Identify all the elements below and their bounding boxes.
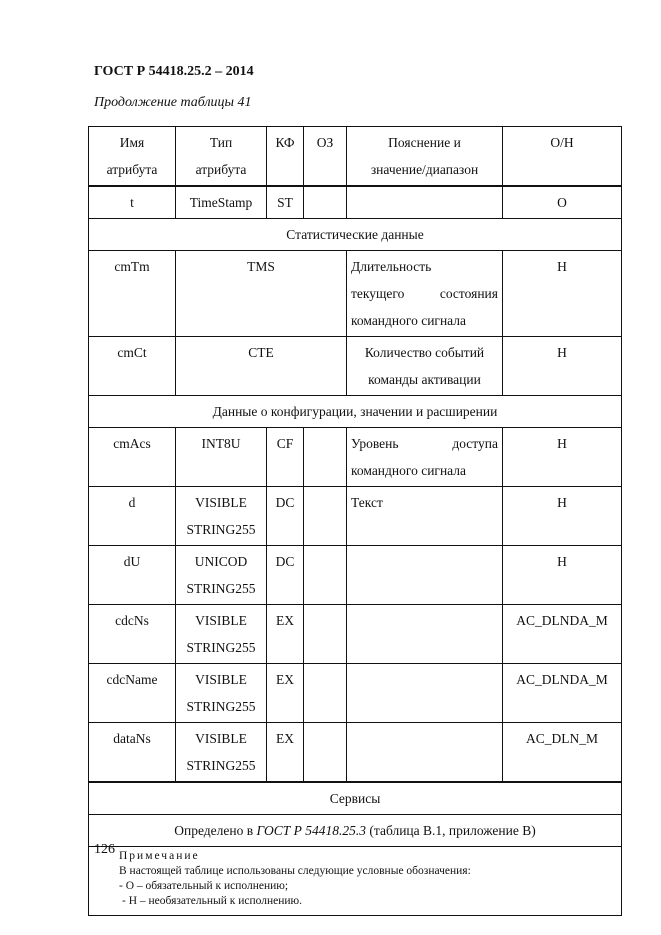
cell-name: t [89,186,176,219]
cell-fc: EX [267,664,304,723]
cell-description [347,546,503,605]
table-row [89,546,622,605]
cell-trg [304,723,347,783]
cell-type: INT8U [176,428,267,487]
table-row [89,605,622,664]
cell-type: TimeStamp [176,186,267,219]
note-line: - Н – необязательный к исполнению. [122,895,302,907]
table-row [89,251,622,337]
cell-type: VISIBLE STRING255 [176,605,267,664]
section-title: Данные о конфигурации, значении и расширении [89,396,622,428]
cell-fc: CF [267,428,304,487]
cell-mo: Н [503,546,622,605]
defined-in-text: Определено в ГОСТ Р 54418.25.3 (таблица В.1, приложение В) [89,815,622,847]
page-number: 126 [94,842,115,857]
cell-mo: Н [503,487,622,546]
cell-fc: DC [267,546,304,605]
defined-in-row [89,815,622,847]
cell-description: Текст [347,487,503,546]
cell-mo: AC_DLN_M [503,723,622,783]
cell-name: cdcName [89,664,176,723]
cell-type: UNICOD STRING255 [176,546,267,605]
cell-name: dU [89,546,176,605]
cell-trg [304,605,347,664]
cell-type: CTE [176,337,347,396]
section-row-statistics [89,219,622,251]
attributes-table [88,126,622,916]
cell-name: cdcNs [89,605,176,664]
cell-mo: О [503,186,622,219]
cell-description [347,186,503,219]
cell-trg [304,487,347,546]
note-title: Примечание [119,850,200,862]
cell-name: dataNs [89,723,176,783]
cell-mo: Н [503,251,622,337]
cell-mo: AC_DLNDA_M [503,605,622,664]
note-row [89,847,622,916]
cell-trg [304,428,347,487]
cell-mo: Н [503,337,622,396]
section-title: Сервисы [89,782,622,815]
cell-name: cmTm [89,251,176,337]
note-line: В настоящей таблице использованы следующие условные обозначения: [119,865,471,877]
table-row [89,487,622,546]
section-row-configuration [89,396,622,428]
section-title: Статистические данные [89,219,622,251]
note-cell [89,847,622,916]
table-row [89,186,622,219]
header-name: Имя атрибута [89,127,176,187]
table-row [89,664,622,723]
cell-trg [304,664,347,723]
header-mo: О/Н [503,127,622,187]
note-line: - О – обязательный к исполнению; [119,880,289,892]
cell-type: VISIBLE STRING255 [176,487,267,546]
cell-mo: Н [503,428,622,487]
cell-name: cmCt [89,337,176,396]
table-row [89,723,622,783]
cell-fc: DC [267,487,304,546]
cell-fc: ST [267,186,304,219]
cell-type: VISIBLE STRING255 [176,723,267,783]
header-fc: КФ [267,127,304,187]
cell-trg [304,186,347,219]
cell-fc: EX [267,723,304,783]
cell-name: d [89,487,176,546]
table-continuation-caption: Продолжение таблицы 41 [94,95,252,110]
header-type: Тип атрибута [176,127,267,187]
cell-description: Уровень доступа командного сигнала [347,428,503,487]
cell-description [347,664,503,723]
cell-trg [304,546,347,605]
table-row [89,428,622,487]
cell-description [347,605,503,664]
cell-fc: EX [267,605,304,664]
section-row-services [89,782,622,815]
cell-description: Длительность текущего состояния командного сигнала [347,251,503,337]
standard-reference: ГОСТ Р 54418.25.3 [256,823,367,838]
cell-type: VISIBLE STRING255 [176,664,267,723]
cell-description: Количество событий команды активации [347,337,503,396]
document-title: ГОСТ Р 54418.25.2 – 2014 [94,64,254,79]
cell-description [347,723,503,783]
table-row [89,337,622,396]
header-description: Пояснение и значение/диапазон [347,127,503,187]
cell-type: TMS [176,251,347,337]
table-header-row [89,127,622,187]
cell-mo: AC_DLNDA_M [503,664,622,723]
header-trg: ОЗ [304,127,347,187]
cell-name: cmAcs [89,428,176,487]
